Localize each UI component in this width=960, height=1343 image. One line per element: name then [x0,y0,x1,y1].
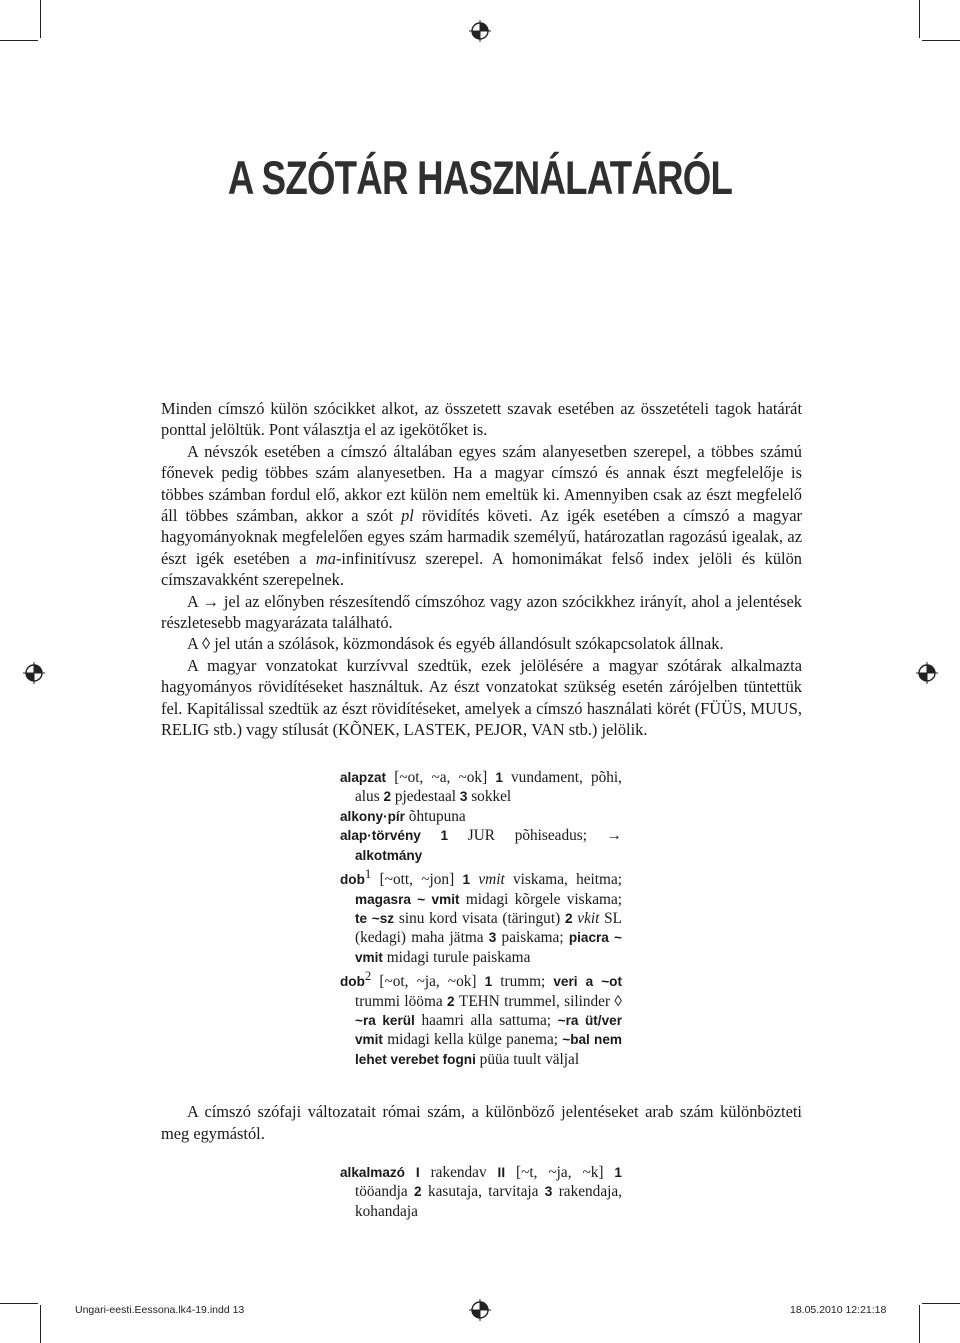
paragraph: A magyar vonzatokat kurzívval szedtük, ezek jelölésére a magyar szótárak alkalmazta hagyományos rövidítéseket használtuk. Az észt vonzatokat szükség esetén zárójelben tüntettük fel. Kapitálissal szedtük az észt rövidítéseket, amelyek a címszó használati körét (FÜÜS, MUUS, RELIG stb.) vagy stílusát (KÕNEK, LASTEK, PEJOR, VAN stb.) jelölik. [161,655,802,740]
dictionary-entry: dob$^1$ [~ott, ~jon] 1 vmit viskama, heitma; magasra ~ vmit midagi kõrgele viskama; te ~sz sinu kord visata (täringut) 2 vkit SL (kedagi) maha jätma 3 paiskama; piacra ~ vmit midagi turule paiskama [340,867,623,966]
dictionary-entry: alkalmazó I rakendav II [~t, ~ja, ~k] 1 tööandja 2 kasutaja, tarvitaja 3 rakendaja, kohandaja [340,1164,622,1220]
roman-numeral-note [161,1101,802,1145]
registration-mark-icon [469,20,491,42]
dictionary-entry: alapzat [~ot, ~a, ~ok] 1 vundament, põhi, alus 2 pjedestaal 3 sokkel [340,769,622,806]
crop-mark [919,0,920,38]
paragraph: A címszó szófaji változatait római szám, a különböző jelentéseket arab szám különbözteti meg egymástól. [161,1102,802,1143]
dictionary-entry: dob$^2$ [~ot, ~ja, ~ok] 1 trumm; veri a ~ot trummi lööma 2 TEHN trummel, silinder ◊ ~ra kerül haamri alla sattuma; ~ra üt/ver vmit midagi kella külge panema; ~bal nem lehet verebet fogni püüa tuult väljal [340,969,622,1068]
dictionary-entry: alkony·pír õhtupuna [340,807,466,825]
registration-mark-icon [469,1299,491,1321]
crop-mark [919,1305,920,1343]
paragraph: A → jel az előnyben részesítendő címszóhoz vagy azon szócikkhez irányít, ahol a jelentések részletesebb magyarázata található. [161,591,802,633]
registration-mark-icon [23,662,45,684]
crop-mark [922,1303,960,1304]
crop-mark [922,40,960,41]
intro-text [161,398,802,741]
registration-mark-icon [916,662,938,684]
crop-mark [40,1305,41,1343]
crop-mark [0,1303,38,1304]
page-title: A SZÓTÁR HASZNÁLATÁRÓL [227,151,733,204]
paragraph: A ◊ jel után a szólások, közmondások és egyéb állandósult szókapcsolatok állnak. [187,634,724,654]
slug-file-name: Ungari-eesti.Eessona.lk4-19.indd 13 [75,1304,245,1316]
paragraph: A névszók esetében a címszó általában egyes szám alanyesetben szerepel, a többes számú főnevek pedig többes szám alanyesetben. Ha a magyar címszó és annak észt megfelelője is többes számban fordul elő, akkor ezt külön nem emeltük ki. Amennyiben csak az észt megfelelő áll többes számban, akkor a szót pl rövidítés követi. Az igék esetében a címszó a magyar hagyományoknak megfelelően egyes szám harmadik személyű, határozatlan ragozású igealak, az észt igék esetében a ma-infinitívusz szerepel. A homonimákat felső index jelöli és külön címszavakként szerepelnek. [161,441,803,590]
slug-timestamp: 18.05.2010 12:21:18 [790,1304,887,1316]
dictionary-entry: alap·törvény 1 JUR põhiseadus; → alkotmány [340,827,622,863]
example-entries-2 [340,1163,622,1221]
crop-mark [0,40,38,41]
paragraph: Minden címszó külön szócikket alkot, az összetett szavak esetében az összetételi tagok határát ponttal jelöltük. Pont választja el az igekötőket is. [161,399,802,440]
crop-mark [40,0,41,38]
example-entries [340,768,622,1069]
